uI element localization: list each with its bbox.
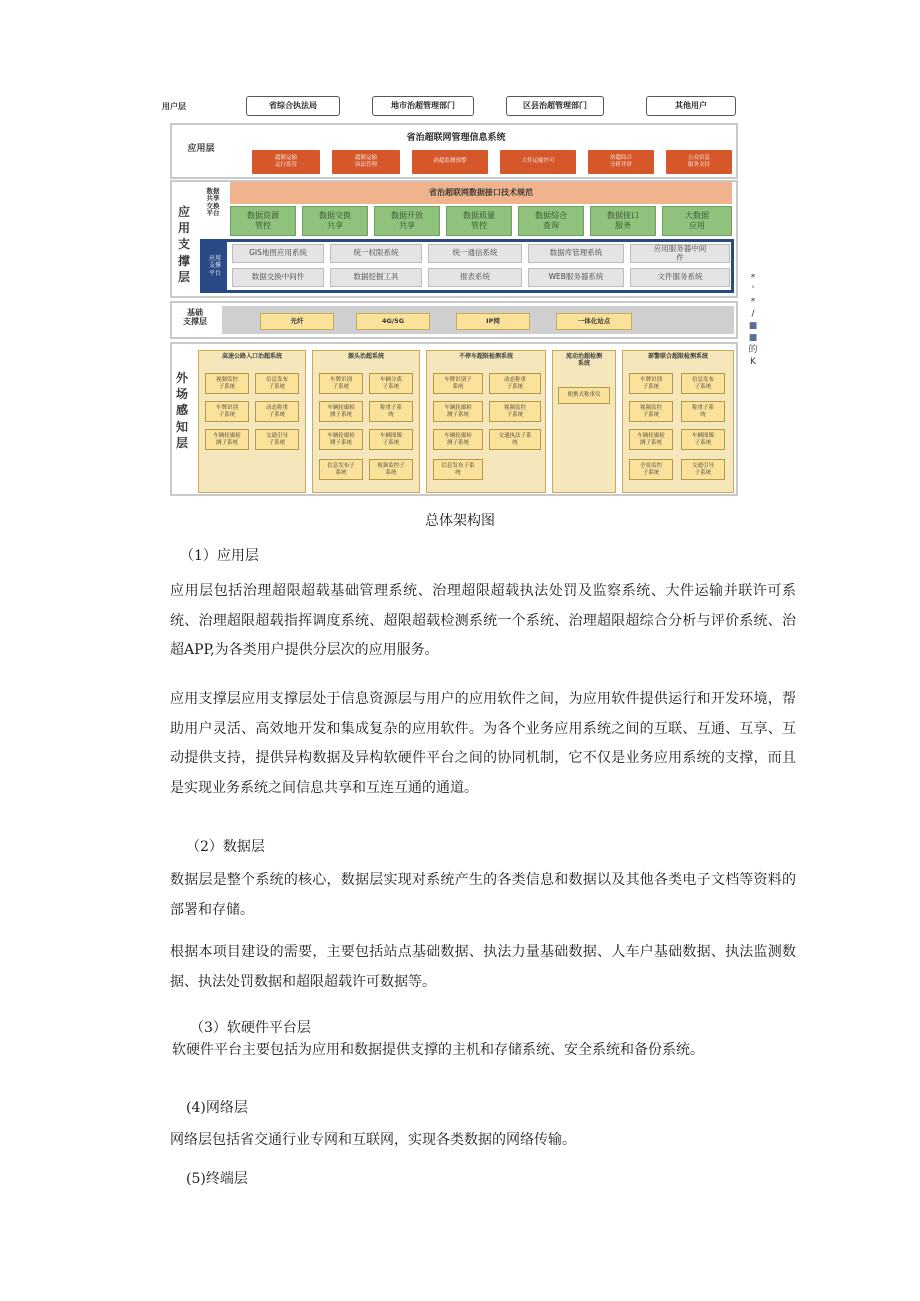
paragraph: 根据本项目建设的需要，主要包括站点基础数据、执法力量基础数据、人车户基础数据、执法监测数据、执法处罚数据和超限超载许可数据等。: [170, 944, 796, 990]
user-box: 区县治超管理部门: [506, 96, 604, 116]
margin-glyph: ': [751, 285, 755, 295]
paragraph: 软硬件平台主要包括为应用和数据提供支撑的主机和存储系统、安全系统和备份系统。: [172, 1042, 704, 1058]
platform-component: [330, 268, 422, 287]
group-title: 源头治超系统: [347, 353, 384, 360]
app-system-label: 超限运输 运行监管: [274, 154, 297, 168]
subsystem-box: [369, 429, 413, 450]
subsystem-box: [369, 401, 413, 422]
subsystem-box: [681, 373, 725, 394]
paragraph: 数据层是整个系统的核心，数据层实现对系统产生的各类信息和数据以及其他各类电子文档等资料的部署和存储。: [170, 872, 796, 918]
app-system-box: [412, 150, 488, 174]
user-box: 其他用户: [646, 96, 736, 116]
margin-glyph: ■: [748, 333, 758, 343]
app-platform-label-text: 应用 支撑 平台: [208, 255, 221, 277]
subsystem-box: [255, 401, 299, 422]
data-service-box: [518, 206, 584, 236]
subsystem-label: 动态称重 子系统: [503, 376, 526, 390]
platform-component-label: WEB服务器系统: [548, 272, 604, 282]
support-layer-label: 应 用 支 撑 层: [177, 205, 190, 284]
perception-group-joint: [622, 350, 734, 493]
section-heading-4: (4)网络层: [186, 1100, 248, 1116]
paragraph: 应用层包括治理超限超载基础管理系统、治理超限超载执法处罚及监察系统、大件运输并联许可系统、治理超限超载指挥调度系统、超限超载检测系统一个系统、治理超限超综合分析与评价系统、治超APP,为各类用户提供分层次的应用服务。: [170, 583, 796, 659]
section-heading-2: （2）数据层: [186, 839, 265, 855]
paragraph: 网络层包括省交通行业专网和互联网，实现各类数据的网络传输。: [170, 1132, 576, 1148]
data-service-box: [662, 206, 732, 236]
data-service-label: 数据交换 共享: [319, 211, 351, 230]
app-layer-label: 应用层: [187, 144, 215, 154]
subsystem-box: [433, 459, 483, 480]
margin-glyph: K: [750, 357, 756, 367]
subsystem-box: [433, 429, 483, 450]
group-title: 高速公路入口治超系统: [221, 353, 282, 360]
subsystem-label: 车辆图像 子系统: [379, 432, 402, 446]
subsystem-label: 称重子系 统: [379, 404, 402, 418]
section-heading-5: (5)终端层: [186, 1171, 248, 1187]
subsystem-label: 车辆轮廓检 测子系统: [637, 432, 665, 446]
app-layer-title: 省治超联网管理信息系统: [406, 133, 506, 143]
perception-group-source: [312, 350, 420, 493]
interface-spec-bar: 省治超联网数据接口技术规范: [230, 182, 732, 204]
subsystem-box: [629, 429, 673, 450]
network-item: 一体化站点: [556, 313, 632, 330]
subsystem-box: [489, 429, 541, 450]
subsystem-box: [369, 459, 413, 480]
subsystem-box: [205, 401, 249, 422]
platform-component: [528, 244, 624, 263]
subsystem-label: 信息发布子系 统: [441, 462, 475, 476]
group-title: 流动治超检测 系统: [565, 353, 602, 368]
subsystem-box: [205, 429, 249, 450]
subsystem-box: [558, 387, 610, 404]
subsystem-label: 视频监控子 系统: [377, 462, 405, 476]
subsystem-label: 信息发布 子系统: [265, 376, 288, 390]
platform-component-label: 统一通信系统: [452, 248, 498, 258]
data-service-label: 大数据 应用: [685, 211, 709, 230]
subsystem-label: 车牌识别 子系统: [215, 404, 238, 418]
platform-component-label: GIS地图应用系统: [249, 248, 307, 258]
network-item: 光纤: [260, 313, 334, 330]
platform-component-label: 统一权限系统: [353, 248, 399, 258]
platform-component: [630, 244, 730, 263]
app-system-box: [666, 150, 732, 174]
app-platform-label: [203, 242, 227, 290]
margin-glyph: /: [751, 309, 755, 319]
section-heading-3: （3）软硬件平台层: [190, 1020, 311, 1036]
app-system-box: [500, 150, 576, 174]
data-service-box: [446, 206, 512, 236]
platform-component-label: 文件服务系统: [657, 272, 703, 282]
subsystem-label: 动态称重 子系统: [265, 404, 288, 418]
data-service-label: 数据开放 共享: [391, 211, 423, 230]
platform-component: [528, 268, 624, 287]
subsystem-box: [255, 373, 299, 394]
subsystem-label: 车牌识别 子系统: [329, 376, 352, 390]
subsystem-box: [629, 373, 673, 394]
network-item: 4G/5G: [356, 313, 430, 330]
platform-component: [428, 244, 522, 263]
perception-group-mobile: [552, 350, 616, 493]
subsystem-label: 交通引导 子系统: [265, 432, 288, 446]
subsystem-label: 车辆轮廓检 测子系统: [327, 404, 355, 418]
data-service-label: 数据资源 管控: [247, 211, 279, 230]
subsystem-box: [489, 373, 541, 394]
platform-component-label: 应用服务器中间 件: [653, 244, 707, 262]
subsystem-box: [369, 373, 413, 394]
perception-layer-label: 外 场 感 知 层: [175, 371, 188, 450]
app-system-box: [252, 150, 320, 174]
user-box: 省综合执法局: [246, 96, 340, 116]
subsystem-box: [319, 373, 363, 394]
subsystem-label: 视频监控 子系统: [503, 404, 526, 418]
subsystem-box: [489, 401, 541, 422]
margin-glyph: *: [750, 297, 756, 307]
platform-component-label: 数据交换中间件: [251, 272, 305, 282]
subsystem-label: 视频监控 子系统: [215, 376, 238, 390]
subsystem-label: 视频监控 子系统: [639, 404, 662, 418]
subsystem-box: [681, 401, 725, 422]
data-service-label: 数据接口 服务: [607, 211, 639, 230]
data-service-box: [230, 206, 296, 236]
data-service-box: [374, 206, 440, 236]
subsystem-box: [433, 401, 483, 422]
subsystem-label: 车辆分离 子系统: [379, 376, 402, 390]
platform-component: [232, 244, 324, 263]
subsystem-label: 信息发布子 系统: [327, 462, 355, 476]
subsystem-label: 车辆轮廓检 测子系统: [213, 432, 241, 446]
platform-component: [232, 268, 324, 287]
subsystem-box: [433, 373, 483, 394]
group-title: 部警联合超限检测系统: [647, 353, 708, 360]
subsystem-label: 车辆轮廓检 测子系统: [444, 432, 472, 446]
subsystem-box: [629, 401, 673, 422]
subsystem-box: [629, 459, 673, 480]
subsystem-label: 交通引导 子系统: [691, 462, 714, 476]
platform-component: [630, 268, 730, 287]
app-system-label: 治超综合 分析评价: [609, 154, 632, 168]
margin-glyph: ■: [748, 321, 758, 331]
perception-group-nonstop: [426, 350, 546, 493]
user-box: 地市治超管理部门: [372, 96, 474, 116]
architecture-diagram: [156, 92, 740, 496]
margin-mark: [746, 272, 760, 368]
subsystem-label: 车牌识别 子系统: [639, 376, 662, 390]
network-item: IP网: [456, 313, 530, 330]
subsystem-box: [681, 459, 725, 480]
subsystem-label: 交通执法子系 统: [498, 432, 532, 446]
subsystem-label: 便携式称重仪: [567, 392, 601, 399]
app-system-label: 治超监测预警: [433, 158, 467, 165]
subsystem-label: 车牌识别子 系统: [444, 376, 472, 390]
subsystem-label: 称重子系 统: [691, 404, 714, 418]
subsystem-label: 信息发布 子系统: [691, 376, 714, 390]
app-system-label: 超限运输 执法管理: [354, 154, 377, 168]
subsystem-label: 车辆轮廓检 测子系统: [444, 404, 472, 418]
subsystem-box: [319, 429, 363, 450]
group-title: 不停车超限检测系统: [458, 353, 513, 360]
subsystem-box: [319, 459, 363, 480]
data-service-box: [302, 206, 368, 236]
platform-component-label: 报表系统: [460, 272, 490, 282]
subsystem-box: [319, 401, 363, 422]
user-layer-label: 用户层: [162, 102, 186, 111]
paragraph: 应用支撑层应用支撑层处于信息资源层与用户的应用软件之间，为应用软件提供运行和开发环境，帮助用户灵活、高效地开发和集成复杂的应用软件。为各个业务应用系统之间的互联、互通、互享、互动提供支持，提供异构数据及异构软硬件平台之间的协同机制，它不仅是业务应用系统的支撑，而且是实现业务系统之间信息共享和互连互通的通道。: [170, 691, 796, 797]
data-share-label: 数据 共享 交换 平台: [206, 187, 220, 218]
platform-component-label: 数据库管理系统: [549, 248, 603, 258]
platform-component: [330, 244, 422, 263]
subsystem-box: [255, 429, 299, 450]
app-system-box: [332, 150, 400, 174]
subsystem-label: 全景监控 子系统: [639, 462, 662, 476]
app-system-box: [588, 150, 654, 174]
subsystem-label: 车辆轮廓检 测子系统: [327, 432, 355, 446]
perception-group-highway: [198, 350, 306, 493]
figure-caption: 总体架构图: [425, 513, 495, 529]
subsystem-box: [205, 373, 249, 394]
subsystem-box: [681, 429, 725, 450]
margin-glyph: *: [750, 273, 756, 283]
data-service-label: 数据质量 管控: [463, 211, 495, 230]
platform-component: [428, 268, 522, 287]
base-layer-label: 基础 支撑层: [183, 308, 207, 327]
section-heading-1: （1）应用层: [180, 548, 259, 564]
app-system-label: 大件运输许可: [521, 158, 555, 165]
data-service-box: [590, 206, 656, 236]
platform-component-label: 数据挖掘工具: [353, 272, 399, 282]
app-system-label: 公众信息 服务支持: [687, 154, 710, 168]
margin-glyph: 的: [748, 345, 758, 355]
data-service-label: 数据综合 查询: [535, 211, 567, 230]
subsystem-label: 车辆图像 子系统: [691, 432, 714, 446]
